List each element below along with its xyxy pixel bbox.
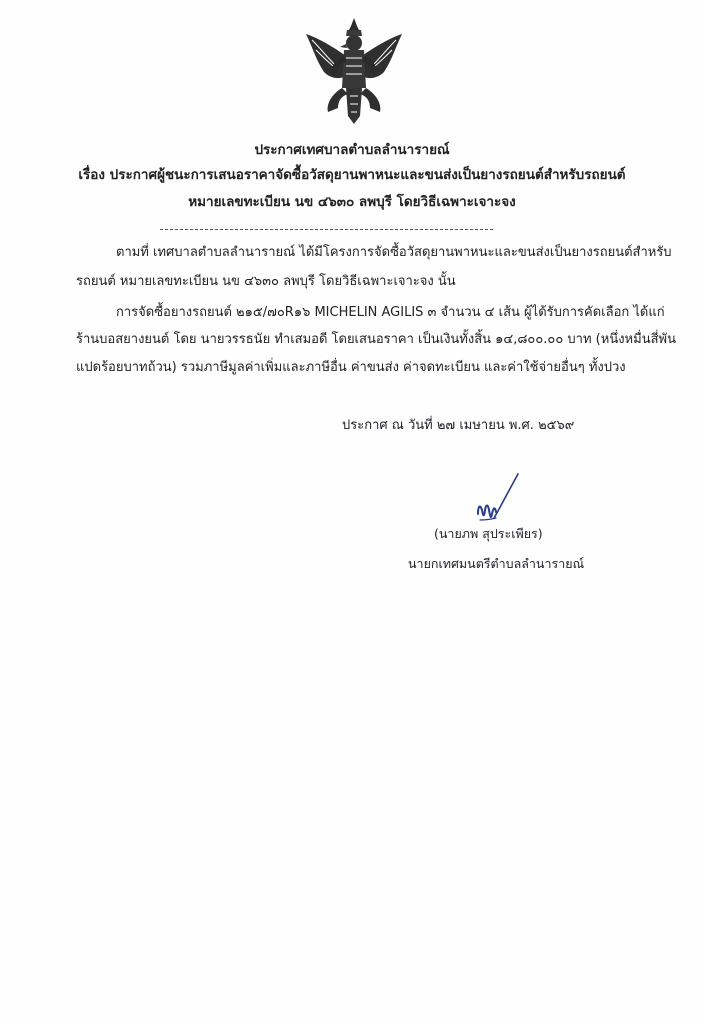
signer-title: นายกเทศมนตรีตำบลลำนารายณ์ [408, 556, 585, 571]
paragraph-1-line-1: ตามที่ เทศบาลตำบลลำนารายณ์ ได้มีโครงการจัดซื้อวัสดุยานพาหนะและขนส่งเป็นยางรถยนต์สำหรับ [116, 245, 672, 260]
organization-title: ประกาศเทศบาลตำบลลำนารายณ์ [254, 142, 450, 158]
paragraph-2-line-2: ร้านบอสยางยนต์ โดย นายวรรธนัย ทำเสมอดี โดยเสนอราคา เป็นเงินทั้งสิ้น ๑๔,๘๐๐.๐๐ บาท (หนึ่งหมื่นสี่พัน [76, 332, 676, 347]
paragraph-1-line-2: รถยนต์ หมายเลขทะเบียน นข ๔๖๓๐ ลพบุรี โดยวิธีเฉพาะเจาะจง นั้น [76, 274, 456, 289]
paragraph-2-line-3: แปดร้อยบาทถ้วน) รวมภาษีมูลค่าเพิ่มและภาษีอื่น ค่าขนส่ง ค่าจดทะเบียน และค่าใช้จ่ายอื่นๆ ทั้งปวง [76, 360, 626, 375]
handwritten-signature [470, 470, 530, 528]
announcement-date: ประกาศ ณ วันที่ ๒๗ เมษายน พ.ศ. ๒๕๖๙ [342, 418, 575, 433]
subject-title: เรื่อง ประกาศผู้ชนะการเสนอราคาจัดซื้อวัสดุยานพาหนะและขนส่งเป็นยางรถยนต์สำหรับรถยนต์ [78, 167, 626, 183]
subject-title-continued: หมายเลขทะเบียน นข ๔๖๓๐ ลพบุรี โดยวิธีเฉพาะเจาะจง [188, 194, 516, 210]
divider [160, 229, 493, 230]
signer-name: (นายภพ สุประเพียร) [434, 526, 543, 541]
paragraph-2-line-1: การจัดซื้อยางรถยนต์ ๒๑๕/๗๐R๑๖ MICHELIN AGILIS ๓ จำนวน ๔ เส้น ผู้ได้รับการคัดเลือก ได้แก่ [116, 305, 665, 320]
garuda-emblem-icon [302, 16, 406, 128]
